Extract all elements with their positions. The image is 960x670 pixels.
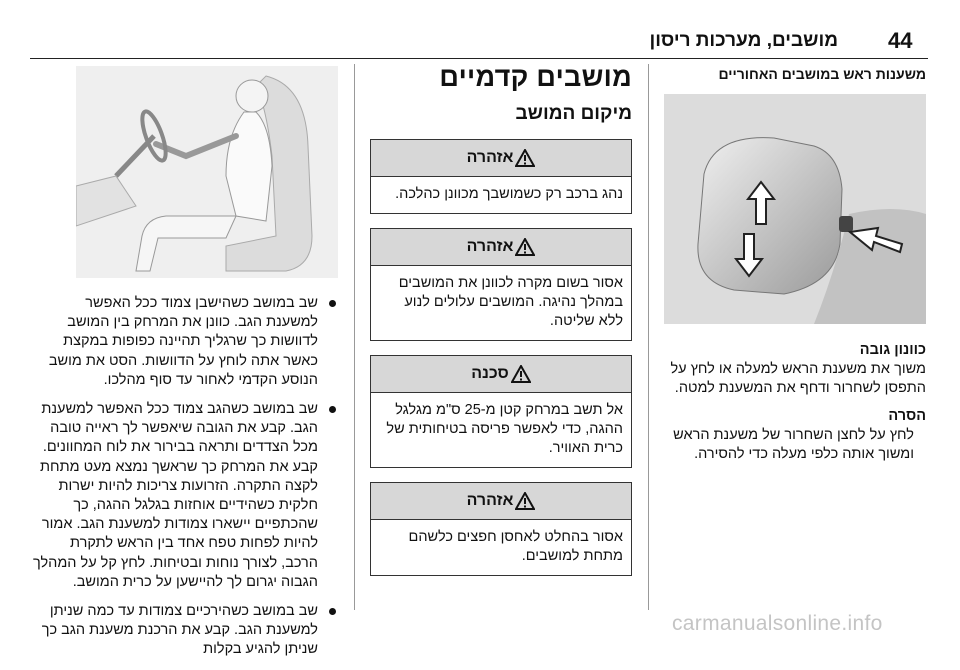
bullet-dot — [329, 406, 336, 413]
height-adjust-text: משוך את משענת הראש למעלה או לחץ על התפסן לשחרור ודחף את המשענת למטה. — [670, 361, 926, 396]
headrest-photo — [664, 94, 926, 324]
warning-triangle-icon — [515, 149, 535, 167]
warning-triangle-icon — [515, 492, 535, 510]
bullet-dot — [329, 300, 336, 307]
front-seats-title: מושבים קדמיים — [439, 62, 632, 92]
warning-triangle-icon — [515, 238, 535, 256]
warning-label: אזהרה — [466, 492, 514, 509]
page-number: 44 — [888, 28, 913, 53]
warning-text: אסור בשום מקרה לכוונן את המושבים במהלך נהיגה. המושבים עלולים לנוע ללא שליטה. — [398, 275, 623, 329]
height-adjust-heading: כוונון גובה — [859, 342, 926, 358]
header-rule — [30, 58, 928, 59]
right-column — [662, 66, 926, 474]
warning-triangle-icon — [511, 365, 531, 383]
bullet-text: שב במושב כשהגב צמוד ככל האפשר למשענת הגב. קבע את הגובה שיאפשר לך ראייה טובה מכל הצדדים ותראה בבירור את לוח המחוונים. קבע את המרחק כך שראשך נמצא מעט מתחת לקצה התקרה. הזרועות צריכות להיות ישרות חלקית כשהידיים אוחזות בגלגל ההגה, כך שהכתפיים יישארו צמודות למשענת הגב. אמור להיות לפחות טפח אחד בין הראש לתקרת הרכב, לצורך נוחות ובטיחות. לחץ קל על המהלך הגבוה יגרום לך להיישען על כרית המושב. — [33, 401, 318, 590]
headrest-photo-image — [664, 94, 926, 324]
warning-label: אזהרה — [466, 149, 514, 166]
seat-position-subtitle: מיקום המושב — [515, 103, 632, 124]
warning-box-1 — [370, 139, 632, 214]
warning-box-3 — [370, 482, 632, 576]
list-item — [30, 602, 338, 660]
left-column — [30, 66, 338, 670]
warning-text: אסור בהחלט לאחסן חפצים כלשהם מתחת למושבים. — [408, 529, 623, 564]
list-item — [30, 400, 338, 592]
removal-heading: הסרה — [888, 408, 926, 424]
middle-column — [370, 62, 632, 590]
column-divider-right — [648, 64, 649, 610]
watermark: carmanualsonline.info — [672, 612, 883, 635]
warning-box-header — [371, 229, 631, 266]
column-divider-left — [354, 64, 355, 610]
bullet-text: שב במושב כשהישבן צמוד ככל האפשר למשענת הגב. כוונן את המרחק בין המושב לדוושות כך שרגליך תהיינה כפופות במקצת כאשר אתה לוחץ על הדוושות. הסט את מושב הנוסע הקדמי לאחור עד סוף מהלכו. — [48, 295, 318, 388]
warning-box-header — [371, 140, 631, 177]
page-header-title: מושבים, מערכות ריסון — [649, 30, 838, 51]
warning-box-header — [371, 483, 631, 520]
warning-label: אזהרה — [466, 238, 514, 255]
removal-text: לחץ על לחצן השחרור של משענת הראש ומשוך אותה כלפי מעלה כדי להסירה. — [673, 427, 914, 462]
danger-label: סכנה — [471, 365, 509, 382]
driver-seating-illustration — [76, 66, 338, 278]
danger-box-header — [371, 356, 631, 393]
warning-box-2 — [370, 228, 632, 341]
bullet-text: שב במושב כשהירכיים צמודות עד כמה שניתן למשענת הגב. קבע את הרכנת משענת הגב כך שניתן להגיע בקלות — [41, 603, 318, 658]
warning-text: נהג ברכב רק כשמושבך מכוונן כהלכה. — [395, 186, 623, 202]
list-item — [30, 294, 338, 390]
rear-headrest-subtitle: משענות ראש במושבים האחוריים — [718, 66, 926, 82]
bullet-dot — [329, 608, 336, 615]
danger-box — [370, 355, 632, 468]
seating-bullet-list — [30, 294, 338, 660]
danger-text: אל תשב במרחק קטן מ-25 ס"מ מגלגל ההגה, כדי לאפשר פריסה בטיחותית של כרית האוויר. — [386, 402, 623, 456]
driver-seating-illustration-image — [76, 66, 338, 278]
